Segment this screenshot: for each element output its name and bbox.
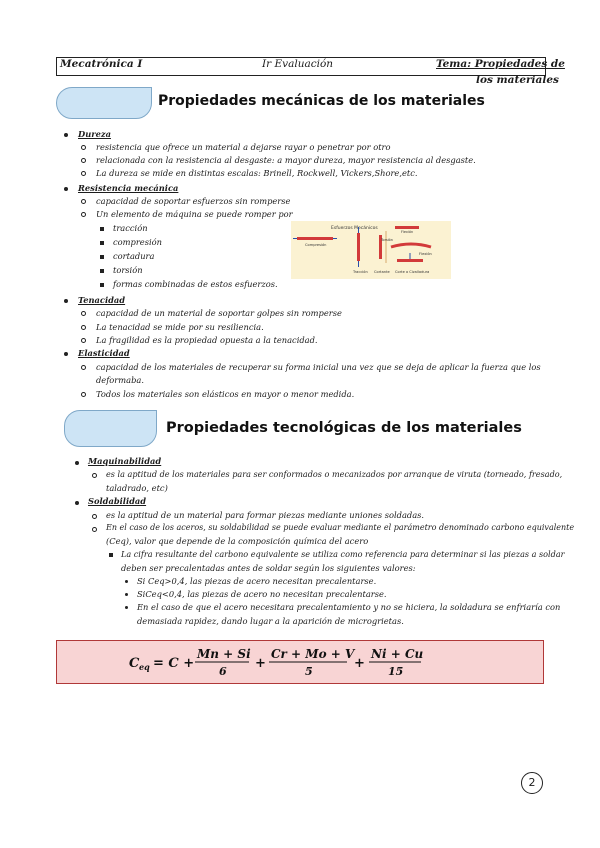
resistencia-item: capacidad de soportar esfuerzos sin romperse bbox=[96, 196, 291, 206]
elasticidad-label: Elasticidad bbox=[78, 348, 130, 358]
formula-t2-den: 5 bbox=[305, 665, 313, 678]
formula-t3-num: Ni + Cu bbox=[371, 647, 424, 661]
bullet bbox=[81, 311, 86, 316]
dureza-item: relacionada con la resistencia al desgaste: a mayor dureza, mayor resistencia al desgaste. bbox=[96, 155, 476, 165]
soldabilidad-item: es la aptitud de un material para formar piezas mediante uniones soldadas. bbox=[106, 510, 425, 520]
svg-text:Corte o Cizalladura: Corte o Cizalladura bbox=[395, 270, 430, 274]
bullet bbox=[81, 325, 86, 330]
resistencia-subitem: cortadura bbox=[113, 251, 155, 261]
mechanical-stress-diagram bbox=[291, 221, 451, 279]
tension-bar bbox=[357, 233, 360, 261]
bullet bbox=[64, 133, 68, 137]
tenacidad-item: capacidad de un material de soportar golpes sin romperse bbox=[96, 308, 342, 318]
bullet bbox=[100, 227, 104, 231]
svg-text:Cortante: Cortante bbox=[374, 270, 390, 274]
tenacidad-item: La fragilidad es la propiedad opuesta a la tenacidad. bbox=[96, 335, 318, 345]
resistencia-item: Un elemento de máquina se puede romper por bbox=[96, 209, 293, 219]
svg-text:Flexión: Flexión bbox=[401, 230, 414, 234]
bullet bbox=[100, 241, 104, 245]
bullet bbox=[81, 158, 86, 163]
bullet bbox=[100, 283, 104, 287]
maquinabilidad-label: Maquinabilidad bbox=[88, 456, 162, 466]
bullet bbox=[92, 514, 97, 519]
ceq-case: En el caso de que el acero necesitara precalentamiento y no se hiciera, la soldadura se enfriaría con bbox=[137, 602, 561, 612]
carbon-equivalent-formula bbox=[56, 640, 544, 684]
bullet bbox=[125, 593, 128, 596]
soldabilidad-item-cont: (Ceq), valor que depende de la composición química del acero bbox=[106, 536, 369, 546]
bullet bbox=[64, 299, 68, 303]
soldabilidad-sub-cont: deben ser precalentadas antes de soldar según los siguientes valores: bbox=[121, 563, 416, 573]
evaluation-label: Ir Evaluación bbox=[262, 58, 334, 70]
bullet bbox=[81, 365, 86, 370]
bullet bbox=[92, 473, 97, 478]
elasticidad-item: capacidad de los materiales de recuperar su forma inicial una vez que se deja de aplicar la fuerza que los bbox=[96, 362, 541, 372]
bullet bbox=[81, 199, 86, 204]
section1-tab bbox=[56, 87, 152, 119]
resistencia-subitem: tracción bbox=[113, 223, 148, 233]
ceq-case-cont: demasiada rapidez, dando lugar a la aparición de microgrietas. bbox=[137, 616, 404, 626]
dureza-item: resistencia que ofrece un material a dejarse rayar o penetrar por otro bbox=[96, 142, 391, 152]
tenacidad-item: La tenacidad se mide por su resiliencia. bbox=[96, 322, 264, 332]
ceq-case: Si Ceq>0,4, las piezas de acero necesitan precalentarse. bbox=[137, 576, 377, 586]
formula-plus2: + bbox=[354, 656, 365, 671]
svg-text:Tracción: Tracción bbox=[353, 270, 368, 274]
bullet bbox=[64, 187, 68, 191]
soldabilidad-item: En el caso de los aceros, su soldabilidad se puede evaluar mediante el parámetro denominado carbono equivalente bbox=[106, 523, 575, 532]
maquinabilidad-item: es la aptitud de los materiales para ser conformados o mecanizados por arranque de viruta (torneado, fresado, bbox=[106, 469, 563, 479]
stress-diagram-svg bbox=[291, 221, 451, 279]
elasticidad-item-cont: deformaba. bbox=[96, 375, 144, 385]
formula-t3-den: 15 bbox=[388, 665, 404, 678]
compression-bar bbox=[297, 237, 333, 240]
bullet bbox=[75, 501, 79, 505]
resistencia-subitem: formas combinadas de estos esfuerzos. bbox=[113, 279, 278, 289]
formula-lhs-sub: eq bbox=[139, 662, 150, 672]
formula-eq: = C + bbox=[153, 656, 195, 671]
dureza-label: Dureza bbox=[78, 129, 111, 139]
bullet bbox=[100, 255, 104, 259]
ceq-case: SiCeq<0,4, las piezas de acero no necesitan precalentarse. bbox=[137, 589, 387, 599]
formula-plus1: + bbox=[255, 656, 266, 671]
bullet bbox=[92, 527, 97, 532]
formula-lhs: C bbox=[129, 656, 140, 671]
bullet bbox=[81, 171, 86, 176]
bullet bbox=[81, 212, 86, 217]
flex-bar bbox=[391, 244, 431, 247]
topic-line1: Tema: Propiedades de bbox=[436, 58, 565, 70]
bullet bbox=[81, 392, 86, 397]
flex-bar-top bbox=[395, 226, 419, 229]
bullet bbox=[81, 338, 86, 343]
formula-t1-den: 6 bbox=[219, 665, 227, 678]
formula-t2-num: Cr + Mo + V bbox=[271, 647, 355, 661]
bullet bbox=[125, 580, 128, 583]
bullet bbox=[125, 606, 128, 609]
bullet bbox=[100, 269, 104, 273]
maquinabilidad-item-cont: taladrado, etc) bbox=[106, 483, 168, 493]
formula-t1-num: Mn + Si bbox=[197, 647, 251, 661]
elasticidad-item: Todos los materiales son elásticos en mayor o menor medida. bbox=[96, 389, 355, 399]
page-number: 2 bbox=[521, 772, 543, 794]
resistencia-subitem: compresión bbox=[113, 237, 162, 247]
section1-title: Propiedades mecánicas de los materiales bbox=[158, 93, 485, 109]
resistencia-label: Resistencia mecánica bbox=[78, 183, 179, 193]
bullet bbox=[64, 352, 68, 356]
bullet bbox=[81, 145, 86, 150]
cut-bar bbox=[397, 259, 423, 262]
svg-text:Torsión: Torsión bbox=[381, 238, 393, 242]
topic-line2: los materiales bbox=[476, 74, 559, 86]
soldabilidad-sub: La cifra resultante del carbono equivalente se utiliza como referencia para determinar si las piezas a soldar bbox=[121, 549, 565, 559]
dureza-item: La dureza se mide en distintas escalas: Brinell, Rockwell, Vickers,Shore,etc. bbox=[96, 168, 418, 178]
resistencia-subitem: torsión bbox=[113, 265, 143, 275]
diagram-title: Esfuerzos Mecánicos bbox=[331, 226, 378, 231]
soldabilidad-label: Soldabilidad bbox=[88, 496, 147, 506]
bullet bbox=[109, 553, 113, 557]
course-name: Mecatrónica I bbox=[60, 58, 143, 70]
formula-svg bbox=[57, 641, 543, 683]
svg-text:Compresión: Compresión bbox=[305, 243, 327, 247]
svg-text:Flexión: Flexión bbox=[419, 252, 432, 256]
section2-tab bbox=[64, 410, 157, 447]
tenacidad-label: Tenacidad bbox=[78, 295, 126, 305]
bullet bbox=[75, 461, 79, 465]
section2-title: Propiedades tecnológicas de los materiales bbox=[166, 420, 522, 436]
